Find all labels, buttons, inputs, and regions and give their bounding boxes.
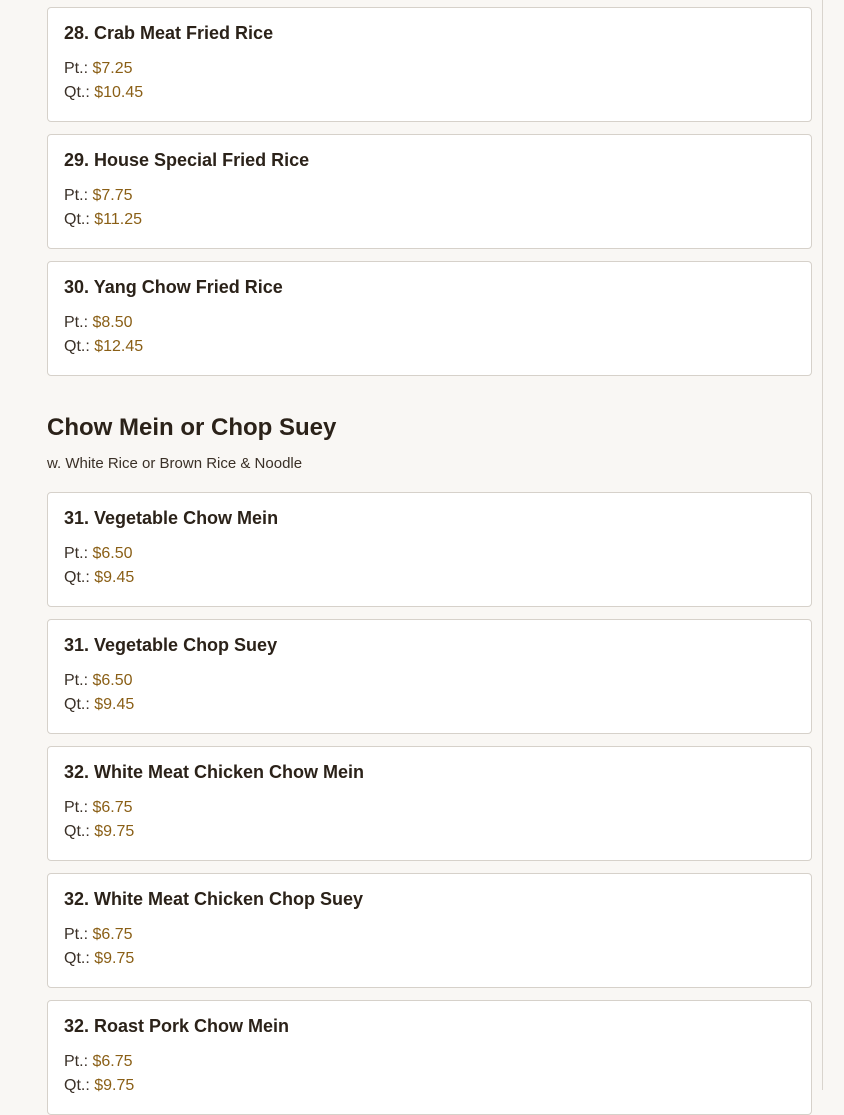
quart-label: Qt.: — [64, 211, 90, 228]
menu-item-card[interactable] — [47, 134, 812, 249]
quart-price: $12.45 — [94, 338, 144, 355]
pint-price-row — [64, 545, 133, 563]
menu-item-name: 28. Crab Meat Fried Rice — [64, 23, 274, 43]
quart-label: Qt.: — [64, 569, 90, 586]
menu-item-name: 32. Roast Pork Chow Mein — [64, 1016, 290, 1036]
pint-price: $7.75 — [92, 187, 133, 204]
pint-price-row — [64, 799, 133, 817]
menu-item-card[interactable] — [47, 873, 812, 988]
quart-price-row — [64, 84, 143, 102]
quart-price-row — [64, 569, 134, 587]
pint-price: $6.75 — [92, 1053, 133, 1070]
menu-item-card[interactable] — [47, 492, 812, 607]
quart-price: $9.75 — [94, 823, 135, 840]
menu-item-card[interactable] — [47, 1000, 812, 1115]
menu-item-name: 32. White Meat Chicken Chow Mein — [64, 762, 365, 782]
quart-label: Qt.: — [64, 823, 90, 840]
quart-price-row — [64, 823, 134, 841]
pint-price: $8.50 — [92, 314, 133, 331]
pint-price: $6.75 — [92, 799, 133, 816]
pint-price-row — [64, 926, 133, 944]
menu-item-name: 31. Vegetable Chop Suey — [64, 635, 278, 655]
menu-item-name: 30. Yang Chow Fried Rice — [64, 277, 283, 297]
pint-price: $6.75 — [92, 926, 133, 943]
pint-label: Pt.: — [64, 545, 89, 562]
pint-price: $6.50 — [92, 672, 133, 689]
quart-price: $9.75 — [94, 950, 135, 967]
quart-label: Qt.: — [64, 950, 90, 967]
pint-label: Pt.: — [64, 314, 89, 331]
quart-price: $9.45 — [94, 569, 135, 586]
pint-label: Pt.: — [64, 926, 89, 943]
pint-label: Pt.: — [64, 187, 89, 204]
quart-price: $9.75 — [94, 1077, 135, 1094]
pint-price-row — [64, 672, 133, 690]
pint-label: Pt.: — [64, 1053, 89, 1070]
menu-item-card[interactable] — [47, 7, 812, 122]
quart-price: $9.45 — [94, 696, 135, 713]
menu-item-card[interactable] — [47, 261, 812, 376]
section-heading: Chow Mein or Chop Suey — [47, 414, 337, 441]
menu-item-name: 29. House Special Fried Rice — [64, 150, 310, 170]
pint-price-row — [64, 60, 133, 78]
pint-price-row — [64, 314, 133, 332]
pint-price: $7.25 — [92, 60, 133, 77]
pint-label: Pt.: — [64, 672, 89, 689]
pint-price-row — [64, 1053, 133, 1071]
quart-label: Qt.: — [64, 1077, 90, 1094]
quart-label: Qt.: — [64, 338, 90, 355]
pint-price-row — [64, 187, 133, 205]
quart-label: Qt.: — [64, 84, 90, 101]
quart-price-row — [64, 338, 143, 356]
quart-price-row — [64, 696, 134, 714]
quart-price: $11.25 — [94, 211, 142, 228]
section-subtitle: w. White Rice or Brown Rice & Noodle — [47, 455, 303, 472]
menu-item-card[interactable] — [47, 619, 812, 734]
quart-price: $10.45 — [94, 84, 144, 101]
menu-item-name: 31. Vegetable Chow Mein — [64, 508, 279, 528]
menu-item-card[interactable] — [47, 746, 812, 861]
page-right-divider — [822, 0, 823, 1090]
quart-price-row — [64, 1077, 134, 1095]
menu-item-name: 32. White Meat Chicken Chop Suey — [64, 889, 364, 909]
quart-price-row — [64, 211, 142, 229]
quart-label: Qt.: — [64, 696, 90, 713]
pint-label: Pt.: — [64, 60, 89, 77]
pint-label: Pt.: — [64, 799, 89, 816]
pint-price: $6.50 — [92, 545, 133, 562]
quart-price-row — [64, 950, 134, 968]
